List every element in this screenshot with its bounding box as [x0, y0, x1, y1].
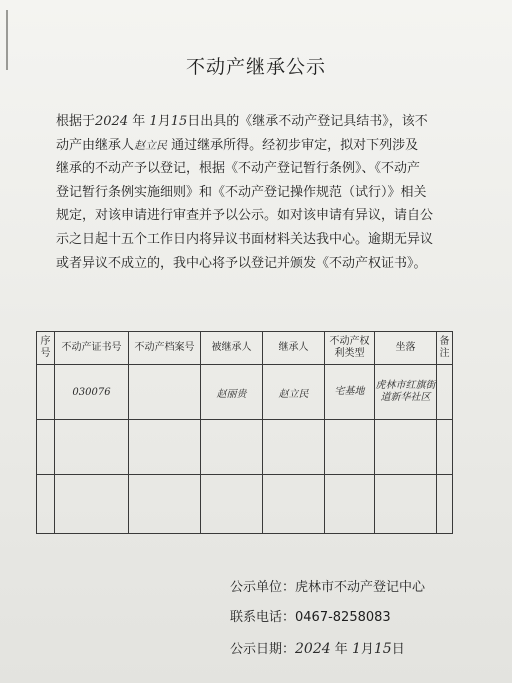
header-heir: 继承人 [263, 332, 325, 365]
text: 月 [157, 114, 171, 129]
header-right-type: 不动产权利类型 [325, 332, 375, 365]
notice-body [56, 110, 436, 275]
phone-value: 0467-8258083 [295, 610, 391, 625]
table-row [37, 475, 453, 534]
cell-location [375, 420, 437, 475]
body-line-4: 登记暂行条例实施细则》和《不动产登记操作规范（试行）》相关 [56, 184, 427, 200]
footer-unit [230, 576, 425, 595]
header-remark: 备注 [437, 332, 453, 365]
cell-remark [437, 420, 453, 475]
unit-label: 公示单位： [230, 580, 296, 595]
handwritten-date-year: 2024 [295, 641, 331, 657]
cell-seq [37, 475, 55, 534]
cell-deceased: 赵丽贵 [201, 365, 263, 420]
body-line-3: 继承的不动产予以登记，根据《不动产登记暂行条例》、《不动产 [56, 161, 421, 177]
text: 日出具的《继承不动产登记具结书》，该不 [187, 114, 428, 129]
table-row [37, 365, 453, 420]
date-year-char: 年 [334, 642, 348, 657]
cell-right-type: 宅基地 [325, 365, 375, 420]
header-archive-no: 不动产档案号 [129, 332, 201, 365]
phone-label: 联系电话： [230, 610, 296, 625]
cell-cert-no [55, 475, 129, 534]
cell-deceased [201, 475, 263, 534]
body-line-7: 或者异议不成立的，我中心将予以登记并颁发《不动产权证书》。 [56, 255, 427, 271]
date-day-char: 日 [391, 642, 405, 657]
text: 根据于 [56, 114, 96, 129]
cell-heir [263, 420, 325, 475]
body-line-1 [56, 110, 436, 134]
header-deceased: 被继承人 [201, 332, 263, 365]
handwritten-year: 2024 [95, 114, 129, 129]
handwritten-month: 1 [149, 114, 158, 129]
header-location: 坐落 [375, 332, 437, 365]
footer-date [230, 638, 405, 657]
date-month-char: 月 [360, 642, 374, 657]
cell-remark [437, 475, 453, 534]
cell-archive-no [129, 420, 201, 475]
handwritten-date-day: 15 [373, 641, 392, 657]
cell-seq [37, 420, 55, 475]
text: 通过继承所得。经初步审定，拟对下列涉及 [171, 137, 419, 153]
handwritten-heir: 赵立民 [134, 138, 168, 152]
handwritten-date-month: 1 [351, 641, 361, 657]
body-line-6: 示之日起十五个工作日内将异议书面材料关达我中心。逾期无异议 [56, 231, 434, 247]
text: 动产由继承人 [56, 137, 135, 153]
text: 年 [132, 114, 146, 129]
cell-location [375, 475, 437, 534]
cell-remark [437, 365, 453, 420]
cell-right-type [325, 475, 375, 534]
header-cert-no: 不动产证书号 [55, 332, 129, 365]
header-seq: 序号 [37, 332, 55, 365]
handwritten-day: 15 [170, 114, 188, 129]
cell-cert-no: 030076 [55, 365, 129, 420]
cell-heir [263, 475, 325, 534]
cell-seq [37, 365, 55, 420]
cell-archive-no [129, 475, 201, 534]
body-line-2 [56, 134, 436, 158]
date-label: 公示日期： [230, 642, 296, 657]
cell-cert-no [55, 420, 129, 475]
cell-location: 虎林市红旗街道新华社区 [375, 365, 437, 420]
cell-heir: 赵立民 [263, 365, 325, 420]
body-line-5: 规定，对该申请进行审查并予以公示。如对该申请有异议，请自公 [56, 208, 434, 224]
inheritance-table [36, 331, 453, 534]
cell-deceased [201, 420, 263, 475]
footer-phone [230, 606, 391, 625]
table-row [37, 420, 453, 475]
cell-right-type [325, 420, 375, 475]
table-header-row [37, 332, 453, 365]
unit-value: 虎林市不动产登记中心 [295, 580, 426, 595]
notice-title: 不动产继承公示 [185, 56, 326, 78]
cell-archive-no [129, 365, 201, 420]
